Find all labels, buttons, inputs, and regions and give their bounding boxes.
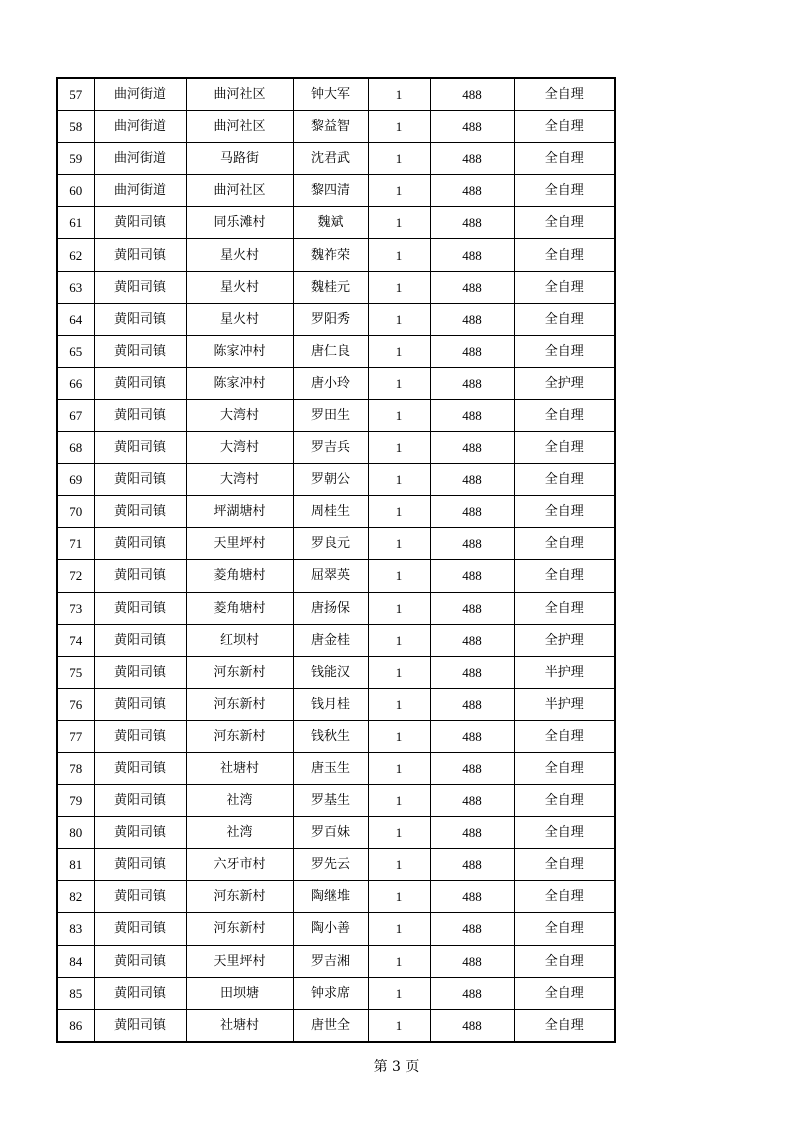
amount-cell: 488: [430, 496, 514, 528]
amount-cell: 488: [430, 143, 514, 175]
table-row: [57, 432, 615, 464]
name-cell: 陶继堆: [293, 881, 368, 913]
count-cell: 1: [368, 78, 430, 111]
town-cell: 黄阳司镇: [94, 849, 186, 881]
row-index-cell: 77: [57, 720, 94, 752]
name-cell: 罗基生: [293, 785, 368, 817]
town-cell: 黄阳司镇: [94, 496, 186, 528]
amount-cell: 488: [430, 175, 514, 207]
amount-cell: 488: [430, 271, 514, 303]
amount-cell: 488: [430, 624, 514, 656]
village-cell: 同乐滩村: [186, 207, 293, 239]
count-cell: 1: [368, 720, 430, 752]
care-level-cell: 全自理: [514, 913, 615, 945]
row-index-cell: 76: [57, 688, 94, 720]
count-cell: 1: [368, 175, 430, 207]
amount-cell: 488: [430, 785, 514, 817]
name-cell: 唐扬保: [293, 592, 368, 624]
town-cell: 黄阳司镇: [94, 881, 186, 913]
care-level-cell: 全自理: [514, 78, 615, 111]
table-row: [57, 207, 615, 239]
row-index-cell: 86: [57, 1009, 94, 1042]
table-row: [57, 560, 615, 592]
amount-cell: 488: [430, 207, 514, 239]
table-row: [57, 78, 615, 111]
amount-cell: 488: [430, 399, 514, 431]
town-cell: 黄阳司镇: [94, 977, 186, 1009]
count-cell: 1: [368, 432, 430, 464]
town-cell: 黄阳司镇: [94, 207, 186, 239]
village-cell: 社湾: [186, 817, 293, 849]
village-cell: 菱角塘村: [186, 560, 293, 592]
care-level-cell: 全护理: [514, 367, 615, 399]
name-cell: 罗百妹: [293, 817, 368, 849]
village-cell: 陈家冲村: [186, 367, 293, 399]
name-cell: 魏祚荣: [293, 239, 368, 271]
count-cell: 1: [368, 271, 430, 303]
amount-cell: 488: [430, 464, 514, 496]
amount-cell: 488: [430, 592, 514, 624]
village-cell: 六牙市村: [186, 849, 293, 881]
amount-cell: 488: [430, 303, 514, 335]
table-row: [57, 335, 615, 367]
table-row: [57, 239, 615, 271]
care-level-cell: 全自理: [514, 528, 615, 560]
village-cell: 社塘村: [186, 1009, 293, 1042]
amount-cell: 488: [430, 335, 514, 367]
row-index-cell: 58: [57, 111, 94, 143]
amount-cell: 488: [430, 688, 514, 720]
table-row: [57, 367, 615, 399]
care-level-cell: 全自理: [514, 303, 615, 335]
village-cell: 坪湖塘村: [186, 496, 293, 528]
village-cell: 陈家冲村: [186, 335, 293, 367]
town-cell: 黄阳司镇: [94, 271, 186, 303]
amount-cell: 488: [430, 881, 514, 913]
count-cell: 1: [368, 335, 430, 367]
row-index-cell: 83: [57, 913, 94, 945]
town-cell: 黄阳司镇: [94, 560, 186, 592]
town-cell: 黄阳司镇: [94, 592, 186, 624]
name-cell: 周桂生: [293, 496, 368, 528]
town-cell: 黄阳司镇: [94, 913, 186, 945]
care-level-cell: 全自理: [514, 432, 615, 464]
table-row: [57, 849, 615, 881]
village-cell: 天里坪村: [186, 528, 293, 560]
row-index-cell: 85: [57, 977, 94, 1009]
table-row: [57, 175, 615, 207]
town-cell: 曲河街道: [94, 111, 186, 143]
name-cell: 钟求席: [293, 977, 368, 1009]
count-cell: 1: [368, 945, 430, 977]
count-cell: 1: [368, 560, 430, 592]
name-cell: 罗吉湘: [293, 945, 368, 977]
name-cell: 罗阳秀: [293, 303, 368, 335]
table-row: [57, 1009, 615, 1042]
village-cell: 天里坪村: [186, 945, 293, 977]
amount-cell: 488: [430, 977, 514, 1009]
name-cell: 罗田生: [293, 399, 368, 431]
row-index-cell: 80: [57, 817, 94, 849]
care-level-cell: 全自理: [514, 849, 615, 881]
row-index-cell: 79: [57, 785, 94, 817]
village-cell: 曲河社区: [186, 175, 293, 207]
name-cell: 钱秋生: [293, 720, 368, 752]
row-index-cell: 81: [57, 849, 94, 881]
table-row: [57, 752, 615, 784]
row-index-cell: 73: [57, 592, 94, 624]
name-cell: 黎益智: [293, 111, 368, 143]
amount-cell: 488: [430, 111, 514, 143]
page-number: 第 3 页: [373, 1059, 420, 1075]
town-cell: 黄阳司镇: [94, 399, 186, 431]
count-cell: 1: [368, 656, 430, 688]
amount-cell: 488: [430, 560, 514, 592]
name-cell: 罗先云: [293, 849, 368, 881]
care-level-cell: 全自理: [514, 111, 615, 143]
amount-cell: 488: [430, 913, 514, 945]
care-level-cell: 全自理: [514, 785, 615, 817]
row-index-cell: 82: [57, 881, 94, 913]
count-cell: 1: [368, 817, 430, 849]
town-cell: 曲河街道: [94, 143, 186, 175]
village-cell: 河东新村: [186, 656, 293, 688]
amount-cell: 488: [430, 78, 514, 111]
row-index-cell: 61: [57, 207, 94, 239]
row-index-cell: 57: [57, 78, 94, 111]
count-cell: 1: [368, 977, 430, 1009]
table-row: [57, 720, 615, 752]
village-cell: 大湾村: [186, 464, 293, 496]
table-row: [57, 945, 615, 977]
name-cell: 魏桂元: [293, 271, 368, 303]
amount-cell: 488: [430, 1009, 514, 1042]
name-cell: 唐世全: [293, 1009, 368, 1042]
row-index-cell: 64: [57, 303, 94, 335]
name-cell: 唐玉生: [293, 752, 368, 784]
table-row: [57, 399, 615, 431]
town-cell: 黄阳司镇: [94, 464, 186, 496]
name-cell: 罗吉兵: [293, 432, 368, 464]
row-index-cell: 78: [57, 752, 94, 784]
row-index-cell: 62: [57, 239, 94, 271]
row-index-cell: 75: [57, 656, 94, 688]
amount-cell: 488: [430, 849, 514, 881]
name-cell: 钱月桂: [293, 688, 368, 720]
town-cell: 黄阳司镇: [94, 1009, 186, 1042]
row-index-cell: 71: [57, 528, 94, 560]
row-index-cell: 60: [57, 175, 94, 207]
table-row: [57, 111, 615, 143]
village-cell: 马路街: [186, 143, 293, 175]
count-cell: 1: [368, 399, 430, 431]
count-cell: 1: [368, 239, 430, 271]
count-cell: 1: [368, 143, 430, 175]
town-cell: 黄阳司镇: [94, 785, 186, 817]
row-index-cell: 72: [57, 560, 94, 592]
count-cell: 1: [368, 111, 430, 143]
table-row: [57, 143, 615, 175]
row-index-cell: 74: [57, 624, 94, 656]
table-row: [57, 817, 615, 849]
table-row: [57, 496, 615, 528]
amount-cell: 488: [430, 367, 514, 399]
town-cell: 黄阳司镇: [94, 817, 186, 849]
count-cell: 1: [368, 207, 430, 239]
table-row: [57, 624, 615, 656]
row-index-cell: 66: [57, 367, 94, 399]
count-cell: 1: [368, 913, 430, 945]
village-cell: 星火村: [186, 303, 293, 335]
count-cell: 1: [368, 303, 430, 335]
amount-cell: 488: [430, 528, 514, 560]
row-index-cell: 65: [57, 335, 94, 367]
care-level-cell: 全自理: [514, 752, 615, 784]
row-index-cell: 84: [57, 945, 94, 977]
name-cell: 沈君武: [293, 143, 368, 175]
town-cell: 黄阳司镇: [94, 720, 186, 752]
town-cell: 黄阳司镇: [94, 945, 186, 977]
town-cell: 黄阳司镇: [94, 303, 186, 335]
row-index-cell: 59: [57, 143, 94, 175]
table-row: [57, 913, 615, 945]
care-level-cell: 全自理: [514, 945, 615, 977]
row-index-cell: 69: [57, 464, 94, 496]
village-cell: 社湾: [186, 785, 293, 817]
amount-cell: 488: [430, 239, 514, 271]
village-cell: 大湾村: [186, 432, 293, 464]
village-cell: 曲河社区: [186, 111, 293, 143]
name-cell: 屈翠英: [293, 560, 368, 592]
name-cell: 魏斌: [293, 207, 368, 239]
count-cell: 1: [368, 752, 430, 784]
town-cell: 黄阳司镇: [94, 528, 186, 560]
name-cell: 钟大军: [293, 78, 368, 111]
care-level-cell: 半护理: [514, 656, 615, 688]
table-row: [57, 881, 615, 913]
town-cell: 黄阳司镇: [94, 752, 186, 784]
count-cell: 1: [368, 528, 430, 560]
count-cell: 1: [368, 849, 430, 881]
amount-cell: 488: [430, 720, 514, 752]
care-level-cell: 全自理: [514, 560, 615, 592]
care-level-cell: 全自理: [514, 464, 615, 496]
table-row: [57, 528, 615, 560]
row-index-cell: 67: [57, 399, 94, 431]
row-index-cell: 63: [57, 271, 94, 303]
care-level-cell: 全护理: [514, 624, 615, 656]
count-cell: 1: [368, 592, 430, 624]
name-cell: 唐小玲: [293, 367, 368, 399]
count-cell: 1: [368, 881, 430, 913]
village-cell: 星火村: [186, 239, 293, 271]
name-cell: 唐金桂: [293, 624, 368, 656]
table-row: [57, 656, 615, 688]
care-level-cell: 全自理: [514, 592, 615, 624]
village-cell: 菱角塘村: [186, 592, 293, 624]
row-index-cell: 68: [57, 432, 94, 464]
table-row: [57, 464, 615, 496]
care-level-cell: 全自理: [514, 271, 615, 303]
care-level-cell: 全自理: [514, 239, 615, 271]
village-cell: 河东新村: [186, 688, 293, 720]
village-cell: 田坝塘: [186, 977, 293, 1009]
table-row: [57, 785, 615, 817]
row-index-cell: 70: [57, 496, 94, 528]
roster-body: [57, 78, 615, 1042]
town-cell: 黄阳司镇: [94, 432, 186, 464]
village-cell: 河东新村: [186, 720, 293, 752]
name-cell: 钱能汉: [293, 656, 368, 688]
table-row: [57, 977, 615, 1009]
name-cell: 黎四清: [293, 175, 368, 207]
village-cell: 河东新村: [186, 913, 293, 945]
count-cell: 1: [368, 688, 430, 720]
amount-cell: 488: [430, 752, 514, 784]
village-cell: 大湾村: [186, 399, 293, 431]
count-cell: 1: [368, 624, 430, 656]
care-level-cell: 全自理: [514, 720, 615, 752]
count-cell: 1: [368, 496, 430, 528]
count-cell: 1: [368, 367, 430, 399]
name-cell: 陶小善: [293, 913, 368, 945]
table-row: [57, 303, 615, 335]
amount-cell: 488: [430, 817, 514, 849]
care-level-cell: 全自理: [514, 817, 615, 849]
town-cell: 黄阳司镇: [94, 239, 186, 271]
town-cell: 黄阳司镇: [94, 688, 186, 720]
village-cell: 曲河社区: [186, 78, 293, 111]
count-cell: 1: [368, 464, 430, 496]
care-level-cell: 全自理: [514, 143, 615, 175]
town-cell: 曲河街道: [94, 78, 186, 111]
roster-table: [56, 77, 616, 1043]
town-cell: 黄阳司镇: [94, 624, 186, 656]
count-cell: 1: [368, 785, 430, 817]
amount-cell: 488: [430, 656, 514, 688]
care-level-cell: 全自理: [514, 977, 615, 1009]
care-level-cell: 全自理: [514, 496, 615, 528]
table-row: [57, 592, 615, 624]
amount-cell: 488: [430, 945, 514, 977]
care-level-cell: 全自理: [514, 207, 615, 239]
amount-cell: 488: [430, 432, 514, 464]
care-level-cell: 全自理: [514, 881, 615, 913]
care-level-cell: 全自理: [514, 1009, 615, 1042]
name-cell: 唐仁良: [293, 335, 368, 367]
count-cell: 1: [368, 1009, 430, 1042]
village-cell: 红坝村: [186, 624, 293, 656]
village-cell: 星火村: [186, 271, 293, 303]
care-level-cell: 全自理: [514, 175, 615, 207]
village-cell: 社塘村: [186, 752, 293, 784]
town-cell: 黄阳司镇: [94, 335, 186, 367]
name-cell: 罗朝公: [293, 464, 368, 496]
care-level-cell: 全自理: [514, 335, 615, 367]
care-level-cell: 全自理: [514, 399, 615, 431]
town-cell: 曲河街道: [94, 175, 186, 207]
care-level-cell: 半护理: [514, 688, 615, 720]
town-cell: 黄阳司镇: [94, 367, 186, 399]
village-cell: 河东新村: [186, 881, 293, 913]
name-cell: 罗良元: [293, 528, 368, 560]
town-cell: 黄阳司镇: [94, 656, 186, 688]
table-row: [57, 271, 615, 303]
table-row: [57, 688, 615, 720]
